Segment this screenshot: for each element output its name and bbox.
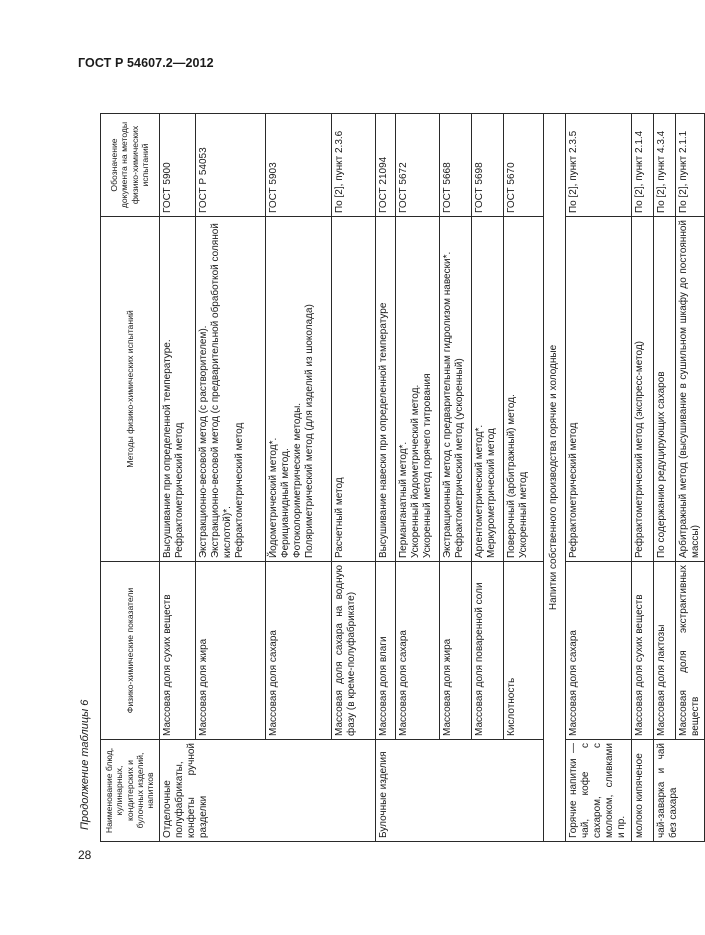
product-cell: молоко кипяченое <box>631 740 653 842</box>
indicator-cell: Массовая доля сухих веществ <box>631 562 653 740</box>
product-cell: Булочные изделия <box>375 740 543 842</box>
document-cell: По [2], пункт 2.3.5 <box>565 114 631 217</box>
table-row <box>631 114 653 842</box>
document-cell: ГОСТ 5672 <box>395 114 439 217</box>
column-header-indicator: Физико-химические показатели <box>101 562 160 740</box>
table-row <box>503 114 543 842</box>
table-row <box>653 114 675 842</box>
document-cell: ГОСТ 5698 <box>471 114 503 217</box>
table-row <box>159 114 195 842</box>
column-header-document: Обозначение документа на методы физико-химических испытаний <box>101 114 160 217</box>
table-row <box>331 114 375 842</box>
indicator-cell: Массовая доля сахара <box>265 562 331 740</box>
indicator-cell: Массовая доля экстрактивных веществ <box>675 562 704 740</box>
method-cell: Перманганатный метод*. Ускоренный йодометрический метод. Ускоренный метод горячего титрования <box>395 217 439 562</box>
method-cell: Рефрактометрический метод <box>565 217 631 562</box>
table-row <box>471 114 503 842</box>
table-row <box>265 114 331 842</box>
product-cell: чай-заварка и чай без сахара <box>653 740 704 842</box>
table-row <box>195 114 265 842</box>
method-cell: Экстракционный метод с предварительным гидролизом навески*. Рефрактометрический метод (ускоренный) <box>439 217 471 562</box>
methods-table <box>100 113 705 842</box>
table-row <box>439 114 471 842</box>
document-cell: ГОСТ 21094 <box>375 114 395 217</box>
method-cell: Расчетный метод <box>331 217 375 562</box>
table-row <box>375 114 395 842</box>
rotated-table-wrapper <box>100 114 701 842</box>
document-cell: ГОСТ 5900 <box>159 114 195 217</box>
document-cell: По [2], пункт 2.1.4 <box>631 114 653 217</box>
method-cell: По содержанию редуцирующих сахаров <box>653 217 675 562</box>
section-title: Напитки собственного производства горячие и холодные <box>543 114 565 842</box>
method-cell: Экстракционно-весовой метод (с растворителем). Экстракционно-весовой метод (с предварительной обработкой соляной кислотой)*. Рефрактометрический метод <box>195 217 265 562</box>
document-cell: По [2], пункт 2.3.6 <box>331 114 375 217</box>
indicator-cell: Массовая доля поваренной соли <box>471 562 503 740</box>
document-header: ГОСТ Р 54607.2—2012 <box>78 56 214 70</box>
indicator-cell: Массовая доля сухих веществ <box>159 562 195 740</box>
table-caption: Продолжение таблицы 6 <box>79 699 91 830</box>
indicator-cell: Кислотность <box>503 562 543 740</box>
indicator-cell: Массовая доля влаги <box>375 562 395 740</box>
column-header-product: Наименование блюд, кулинарных, кондитерских и булочных изделий, напитков <box>101 740 160 842</box>
table-row <box>565 114 631 842</box>
product-cell: Отделочные полуфабрикаты, конфеты ручной разделки <box>159 740 375 842</box>
document-cell: По [2], пункт 2.1.1 <box>675 114 704 217</box>
method-cell: Высушивание при определенной температуре. Рефрактометрический метод <box>159 217 195 562</box>
section-row <box>543 114 565 842</box>
table-row <box>675 114 704 842</box>
product-cell: Горячие напитки — чай, кофе с сахаром, с молоком, сливками и пр. <box>565 740 631 842</box>
indicator-cell: Массовая доля жира <box>195 562 265 740</box>
method-cell: Поверочный (арбитражный) метод. Ускоренный метод <box>503 217 543 562</box>
indicator-cell: Массовая доля сахара <box>565 562 631 740</box>
page-number: 28 <box>78 848 92 862</box>
table-header-row <box>101 114 160 842</box>
document-cell: ГОСТ 5903 <box>265 114 331 217</box>
document-cell: ГОСТ Р 54053 <box>195 114 265 217</box>
method-cell: Йодометрический метод*. Ферицианидный метод. Фотоколориметрические методы. Поляриметрический метод (для изделий из шоколада) <box>265 217 331 562</box>
indicator-cell: Массовая доля сахара <box>395 562 439 740</box>
method-cell: Высушивание навески при определенной температуре <box>375 217 395 562</box>
indicator-cell: Массовая доля жира <box>439 562 471 740</box>
column-header-method: Методы физико-химических испытаний <box>101 217 160 562</box>
method-cell: Аргентометрический метод*. Меркурометрический метод <box>471 217 503 562</box>
document-cell: По [2], пункт 4.3.4 <box>653 114 675 217</box>
table-row <box>395 114 439 842</box>
indicator-cell: Массовая доля лактозы <box>653 562 675 740</box>
method-cell: Рефрактометрический метод (экспресс-метод) <box>631 217 653 562</box>
method-cell: Арбитражный метод (высушивание в сушильном шкафу до постоянной массы) <box>675 217 704 562</box>
document-cell: ГОСТ 5668 <box>439 114 471 217</box>
document-cell: ГОСТ 5670 <box>503 114 543 217</box>
indicator-cell: Массовая доля сахара на водную фазу (в креме-полуфабрикате) <box>331 562 375 740</box>
